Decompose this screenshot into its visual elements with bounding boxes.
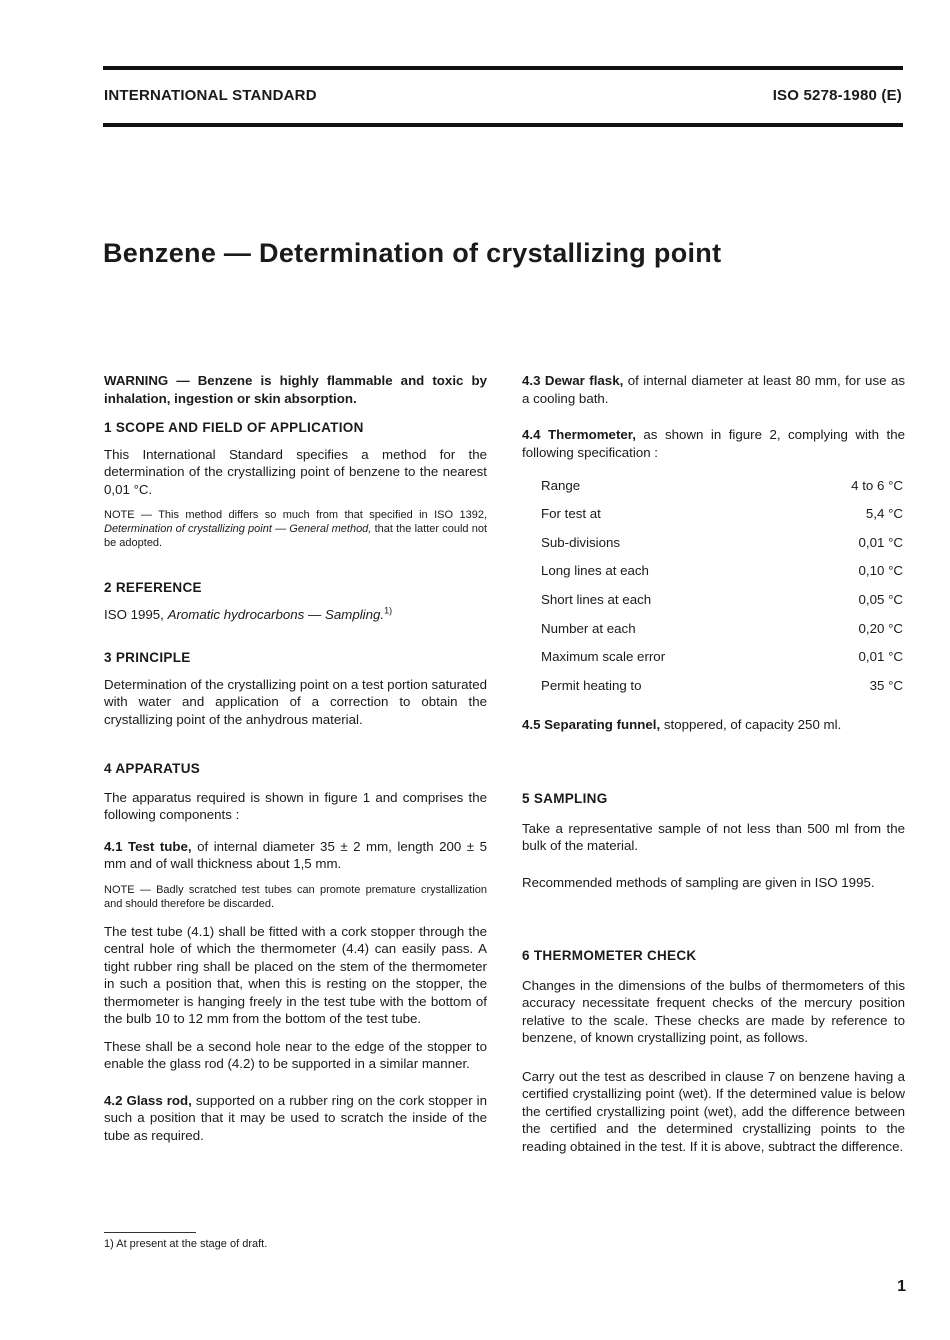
section-3-text: Determination of the crystallizing point on a test portion saturated with water and application of a correction to obtain the crystallizing point of the anhydrous material. xyxy=(104,676,487,727)
page-number: 1 xyxy=(897,1278,906,1295)
header-bottom-rule xyxy=(103,123,903,127)
clause-4-2: 4.2 Glass rod, supported on a rubber ring on the cork stopper in such a position that it may be used to scratch the inside of the tube as required. xyxy=(104,1092,487,1143)
second-hole-paragraph: These shall be a second hole near to the edge of the stopper to enable the glass rod (4.2) to be supported in a similar manner. xyxy=(104,1038,487,1071)
section-2-reference: ISO 1995, Aromatic hydrocarbons — Sampling.$^{1)}$ xyxy=(104,605,393,622)
spec-row xyxy=(541,528,903,557)
section-4-intro: The apparatus required is shown in figure 1 and comprises the following components : xyxy=(104,789,487,822)
footnote-rule xyxy=(104,1232,196,1233)
section-1-text: This International Standard specifies a method for the determination of the crystallizing point of benzene to the nearest 0,01 °C. xyxy=(104,446,487,497)
section-5-heading: 5 SAMPLING xyxy=(522,791,608,807)
spec-label: Number at each xyxy=(541,620,636,636)
section-3-heading: 3 PRINCIPLE xyxy=(104,650,191,665)
spec-row xyxy=(541,500,903,529)
header-document-number: ISO 5278-1980 (E) xyxy=(772,87,902,104)
section-6-text-2: Carry out the test as described in clause 7 on benzene having a certified crystallizing point (wet). If the determined value is below the certified crystallizing point (wet), add the difference between the certified and the determined crystallizing points to the reading obtained in the test. If it is above, subtract the difference. xyxy=(522,1068,905,1154)
spec-label: Long lines at each xyxy=(541,563,649,579)
clause-4-5: 4.5 Separating funnel, stoppered, of capacity 250 ml. xyxy=(522,716,842,732)
footnote-marker: 1) xyxy=(384,605,393,616)
section-5-text-1: Take a representative sample of not less than 500 ml from the bulk of the material. xyxy=(522,820,905,854)
spec-value: 0,01 °C xyxy=(858,649,903,665)
stopper-paragraph: The test tube (4.1) shall be fitted with a cork stopper through the central hole of which the thermometer (4.4) can easily pass. A tight rubber ring shall be placed on the stem of the thermometer in such a position that, when this is resting on the stopper, the thermometer is hanging freely in the test tube with the bottom of the bulb 10 to 12 mm from the bottom of the test tube. xyxy=(104,923,487,1026)
section-1-heading: 1 SCOPE AND FIELD OF APPLICATION xyxy=(104,420,364,435)
spec-value: 0,10 °C xyxy=(858,563,903,579)
spec-label: For test at xyxy=(541,506,601,522)
spec-row xyxy=(541,585,903,614)
section-6-heading: 6 THERMOMETER CHECK xyxy=(522,948,697,964)
right-column xyxy=(522,372,905,1155)
spec-value: 0,01 °C xyxy=(858,534,903,550)
clause-4-3: 4.3 Dewar flask, of internal diameter at least 80 mm, for use as a cooling bath. xyxy=(522,373,905,406)
section-4-heading: 4 APPARATUS xyxy=(104,761,201,776)
spec-value: 0,05 °C xyxy=(858,591,903,607)
section-5-text-2: Recommended methods of sampling are given in ISO 1995. xyxy=(522,874,875,890)
clause-4-1-note: NOTE — Badly scratched test tubes can promote premature crystallization and should therefore be discarded. xyxy=(104,883,487,910)
spec-value: 35 °C xyxy=(869,677,903,693)
spec-row xyxy=(541,671,903,700)
left-column xyxy=(104,372,487,1144)
clause-4-1: 4.1 Test tube, of internal diameter 35 ± 2 mm, length 200 ± 5 mm and of wall thickness about 1,5 mm. xyxy=(104,838,487,871)
spec-row xyxy=(541,614,903,643)
header-top-rule xyxy=(103,66,903,70)
section-1-note: NOTE — This method differs so much from that specified in ISO 1392, Determination of crystallizing point — General method, that the latter could not be adopted. xyxy=(104,509,487,549)
thermometer-specification-table xyxy=(541,471,903,700)
spec-label: Range xyxy=(541,477,581,493)
spec-row xyxy=(541,557,903,586)
spec-label: Maximum scale error xyxy=(541,649,666,665)
header-standard-label: INTERNATIONAL STANDARD xyxy=(104,87,317,104)
spec-value: 0,20 °C xyxy=(858,620,903,636)
clause-4-4: 4.4 Thermometer, as shown in figure 2, complying with the following specification : xyxy=(522,427,905,460)
spec-label: Sub-divisions xyxy=(541,534,621,550)
warning-text: WARNING — Benzene is highly flammable and toxic by inhalation, ingestion or skin absorption. xyxy=(104,373,487,406)
spec-label: Permit heating to xyxy=(541,677,642,693)
section-2-heading: 2 REFERENCE xyxy=(104,580,202,595)
spec-row xyxy=(541,471,903,500)
spec-label: Short lines at each xyxy=(541,591,652,607)
document-title: Benzene — Determination of crystallizing point xyxy=(103,238,722,268)
spec-value: 5,4 °C xyxy=(865,506,903,522)
footnote: 1) At present at the stage of draft. xyxy=(104,1238,268,1250)
spec-row xyxy=(541,643,903,672)
spec-value: 4 to 6 °C xyxy=(851,477,903,493)
section-6-text-1: Changes in the dimensions of the bulbs of thermometers of this accuracy necessitate frequent checks of the mercury position relative to the scale. These checks are made by reference to benzene, of known crystallizing point, as follows. xyxy=(522,977,905,1046)
